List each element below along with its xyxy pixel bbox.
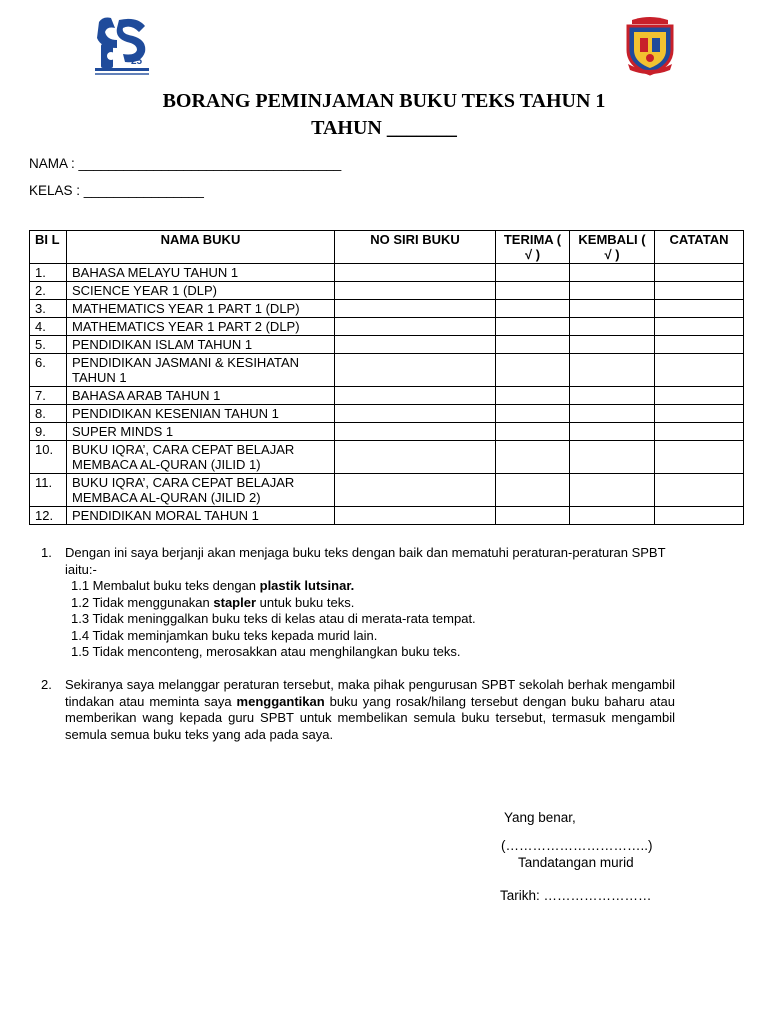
book-number: 8. bbox=[30, 405, 67, 423]
catatan-cell[interactable] bbox=[655, 405, 744, 423]
term-1 bbox=[41, 545, 675, 661]
term-2 bbox=[41, 677, 675, 743]
table-row bbox=[30, 354, 744, 387]
book-name: SUPER MINDS 1 bbox=[67, 423, 335, 441]
terima-cell[interactable] bbox=[496, 507, 570, 525]
header-terima: TERIMA ( √ ) bbox=[496, 231, 570, 264]
term-1-2: 1.2 Tidak menggunakan stapler untuk buku teks. bbox=[71, 594, 355, 610]
catatan-cell[interactable] bbox=[655, 318, 744, 336]
terima-cell[interactable] bbox=[496, 474, 570, 507]
table-row bbox=[30, 423, 744, 441]
book-number: 1. bbox=[30, 264, 67, 282]
no-siri-cell[interactable] bbox=[335, 387, 496, 405]
no-siri-cell[interactable] bbox=[335, 474, 496, 507]
book-name: BUKU IQRA’, CARA CEPAT BELAJAR MEMBACA AL-QURAN (JILID 2) bbox=[67, 474, 335, 507]
no-siri-cell[interactable] bbox=[335, 405, 496, 423]
date-field[interactable]: Tarikh: …………………… bbox=[500, 888, 652, 903]
kembali-cell[interactable] bbox=[570, 405, 655, 423]
book-number: 9. bbox=[30, 423, 67, 441]
no-siri-cell[interactable] bbox=[335, 507, 496, 525]
terima-cell[interactable] bbox=[496, 264, 570, 282]
catatan-cell[interactable] bbox=[655, 387, 744, 405]
book-name: SCIENCE YEAR 1 (DLP) bbox=[67, 282, 335, 300]
book-name: BAHASA MELAYU TAHUN 1 bbox=[67, 264, 335, 282]
catatan-cell[interactable] bbox=[655, 336, 744, 354]
kembali-cell[interactable] bbox=[570, 318, 655, 336]
catatan-cell[interactable] bbox=[655, 474, 744, 507]
table-row bbox=[30, 507, 744, 525]
catatan-cell[interactable] bbox=[655, 423, 744, 441]
book-table bbox=[29, 230, 744, 525]
nama-field[interactable]: NAMA : ___________________________________ bbox=[29, 156, 342, 171]
book-name: PENDIDIKAN KESENIAN TAHUN 1 bbox=[67, 405, 335, 423]
table-row bbox=[30, 387, 744, 405]
no-siri-cell[interactable] bbox=[335, 354, 496, 387]
table-row bbox=[30, 318, 744, 336]
header-catatan: CATATAN bbox=[655, 231, 744, 264]
catatan-cell[interactable] bbox=[655, 441, 744, 474]
term-1-3: 1.3 Tidak meninggalkan buku teks di kelas atau di merata-rata tempat. bbox=[71, 611, 476, 626]
signature-closing: Yang benar, bbox=[504, 810, 576, 825]
book-name: MATHEMATICS YEAR 1 PART 1 (DLP) bbox=[67, 300, 335, 318]
header-nama-buku: NAMA BUKU bbox=[67, 231, 335, 264]
book-number: 7. bbox=[30, 387, 67, 405]
no-siri-cell[interactable] bbox=[335, 441, 496, 474]
form-title: BORANG PEMINJAMAN BUKU TEKS TAHUN 1 bbox=[162, 90, 606, 112]
book-number: 6. bbox=[30, 354, 67, 387]
table-row bbox=[30, 336, 744, 354]
no-siri-cell[interactable] bbox=[335, 282, 496, 300]
kembali-cell[interactable] bbox=[570, 423, 655, 441]
ppd-logo bbox=[93, 14, 153, 78]
kembali-cell[interactable] bbox=[570, 507, 655, 525]
catatan-cell[interactable] bbox=[655, 354, 744, 387]
book-number: 12. bbox=[30, 507, 67, 525]
book-name: MATHEMATICS YEAR 1 PART 2 (DLP) bbox=[67, 318, 335, 336]
terima-cell[interactable] bbox=[496, 318, 570, 336]
no-siri-cell[interactable] bbox=[335, 300, 496, 318]
header-bil: BI L bbox=[30, 231, 67, 264]
school-crest bbox=[622, 14, 678, 76]
term-1-number: 1. bbox=[41, 545, 52, 560]
terima-cell[interactable] bbox=[496, 423, 570, 441]
header-kembali: KEMBALI ( √ ) bbox=[570, 231, 655, 264]
kembali-cell[interactable] bbox=[570, 387, 655, 405]
terima-cell[interactable] bbox=[496, 354, 570, 387]
term-1-5: 1.5 Tidak menconteng, merosakkan atau menghilangkan buku teks. bbox=[71, 644, 461, 659]
table-header-row bbox=[30, 231, 744, 264]
kembali-cell[interactable] bbox=[570, 474, 655, 507]
terima-cell[interactable] bbox=[496, 387, 570, 405]
term-2-body: Sekiranya saya melanggar peraturan tersebut, maka pihak pengurusan SPBT sekolah berhak mengambil tindakan atau meminta saya menggantikan buku yang rosak/hilang tersebut dengan buku baharu atau memberikan wang kepada guru SPBT untuk membelikan semula buku tersebut, termasuk mengambil semula semua buku teks yang ada pada saya. bbox=[65, 677, 675, 742]
book-number: 10. bbox=[30, 441, 67, 474]
signature-line[interactable]: (…………………………..) bbox=[501, 838, 653, 853]
kembali-cell[interactable] bbox=[570, 336, 655, 354]
table-row bbox=[30, 282, 744, 300]
terima-cell[interactable] bbox=[496, 336, 570, 354]
no-siri-cell[interactable] bbox=[335, 318, 496, 336]
table-row bbox=[30, 405, 744, 423]
kembali-cell[interactable] bbox=[570, 300, 655, 318]
table-row bbox=[30, 264, 744, 282]
kembali-cell[interactable] bbox=[570, 264, 655, 282]
no-siri-cell[interactable] bbox=[335, 264, 496, 282]
book-name: BAHASA ARAB TAHUN 1 bbox=[67, 387, 335, 405]
catatan-cell[interactable] bbox=[655, 300, 744, 318]
book-number: 2. bbox=[30, 282, 67, 300]
no-siri-cell[interactable] bbox=[335, 423, 496, 441]
book-number: 5. bbox=[30, 336, 67, 354]
kembali-cell[interactable] bbox=[570, 354, 655, 387]
terima-cell[interactable] bbox=[496, 405, 570, 423]
book-number: 4. bbox=[30, 318, 67, 336]
term-1-intro: Dengan ini saya berjanji akan menjaga buku teks dengan baik dan mematuhi peraturan-peraturan SPBT iaitu:- bbox=[65, 545, 666, 577]
form-subtitle-tahun: TAHUN _______ bbox=[311, 117, 457, 139]
book-name: BUKU IQRA’, CARA CEPAT BELAJAR MEMBACA AL-QURAN (JILID 1) bbox=[67, 441, 335, 474]
kembali-cell[interactable] bbox=[570, 441, 655, 474]
catatan-cell[interactable] bbox=[655, 264, 744, 282]
kelas-field[interactable]: KELAS : ________________ bbox=[29, 183, 204, 198]
kembali-cell[interactable] bbox=[570, 282, 655, 300]
book-name: PENDIDIKAN ISLAM TAHUN 1 bbox=[67, 336, 335, 354]
term-2-number: 2. bbox=[41, 677, 52, 692]
table-row bbox=[30, 441, 744, 474]
signature-label: Tandatangan murid bbox=[518, 855, 634, 870]
book-number: 3. bbox=[30, 300, 67, 318]
table-row bbox=[30, 300, 744, 318]
book-name: PENDIDIKAN JASMANI & KESIHATAN TAHUN 1 bbox=[67, 354, 335, 387]
header-no-siri: NO SIRI BUKU bbox=[335, 231, 496, 264]
term-1-1: 1.1 Membalut buku teks dengan plastik lutsinar. bbox=[71, 578, 355, 593]
book-number: 11. bbox=[30, 474, 67, 507]
catatan-cell[interactable] bbox=[655, 507, 744, 525]
terima-cell[interactable] bbox=[496, 441, 570, 474]
terima-cell[interactable] bbox=[496, 300, 570, 318]
book-name: PENDIDIKAN MORAL TAHUN 1 bbox=[67, 507, 335, 525]
term-1-4: 1.4 Tidak meminjamkan buku teks kepada murid lain. bbox=[71, 627, 378, 643]
logo-25-text: 25 bbox=[131, 56, 143, 67]
terima-cell[interactable] bbox=[496, 282, 570, 300]
table-row bbox=[30, 474, 744, 507]
catatan-cell[interactable] bbox=[655, 282, 744, 300]
no-siri-cell[interactable] bbox=[335, 336, 496, 354]
